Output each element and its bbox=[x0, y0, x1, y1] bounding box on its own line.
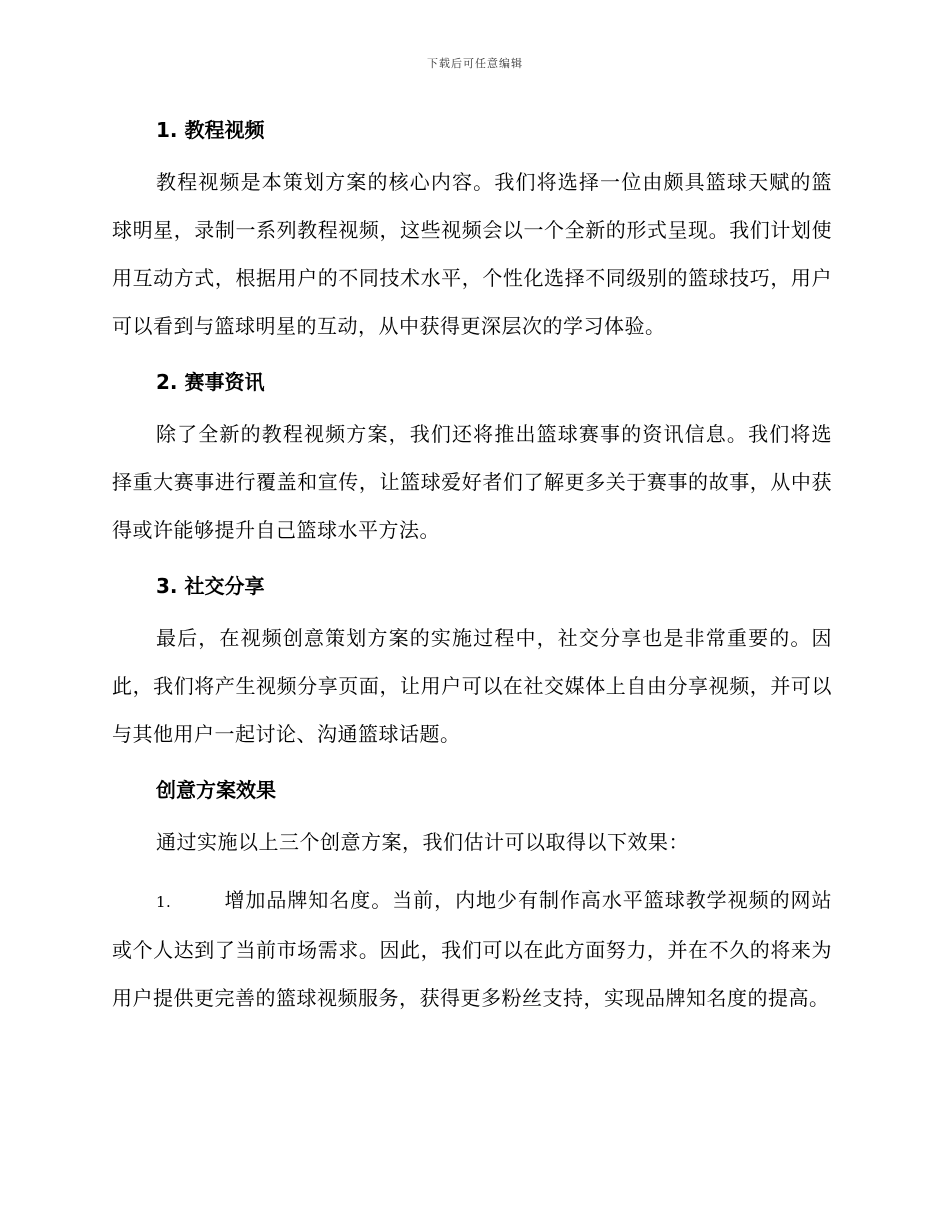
section-paragraph-effects: 通过实施以上三个创意方案，我们估计可以取得以下效果： bbox=[156, 830, 689, 854]
section-heading-effects: 创意方案效果 bbox=[156, 778, 276, 802]
list-item-marker: 1. bbox=[156, 893, 172, 911]
section-heading-news: 2. 赛事资讯 bbox=[156, 370, 265, 394]
list-item-text: 增加品牌知名度。当前，内地少有制作高水平篮球教学视频的网站或个人达到了当前市场需求。因此，我们可以在此方面努力，并在不久的将来为用户提供更完善的篮球视频服务，获得更多粉丝支持，实现品牌知名度的提高。 bbox=[112, 888, 832, 1010]
section-heading-social: 3. 社交分享 bbox=[156, 574, 265, 598]
document-body bbox=[112, 112, 832, 1022]
section-paragraph-news: 除了全新的教程视频方案，我们还将推出篮球赛事的资讯信息。我们将选择重大赛事进行覆盖和宣传，让篮球爱好者们了解更多关于赛事的故事，从中获得或许能够提升自己篮球水平方法。 bbox=[112, 422, 832, 542]
section-paragraph-tutorial: 教程视频是本策划方案的核心内容。我们将选择一位由颇具篮球天赋的篮球明星，录制一系列教程视频，这些视频会以一个全新的形式呈现。我们计划使用互动方式，根据用户的不同技术水平，个性化选择不同级别的篮球技巧，用户可以看到与篮球明星的互动，从中获得更深层次的学习体验。 bbox=[112, 170, 832, 338]
page-header: 下载后可任意编辑 bbox=[427, 57, 523, 70]
section-paragraph-social: 最后，在视频创意策划方案的实施过程中，社交分享也是非常重要的。因此，我们将产生视频分享页面，让用户可以在社交媒体上自由分享视频，并可以与其他用户一起讨论、沟通篮球话题。 bbox=[112, 626, 832, 746]
section-heading-tutorial: 1. 教程视频 bbox=[156, 118, 265, 142]
list-item bbox=[112, 876, 832, 1022]
